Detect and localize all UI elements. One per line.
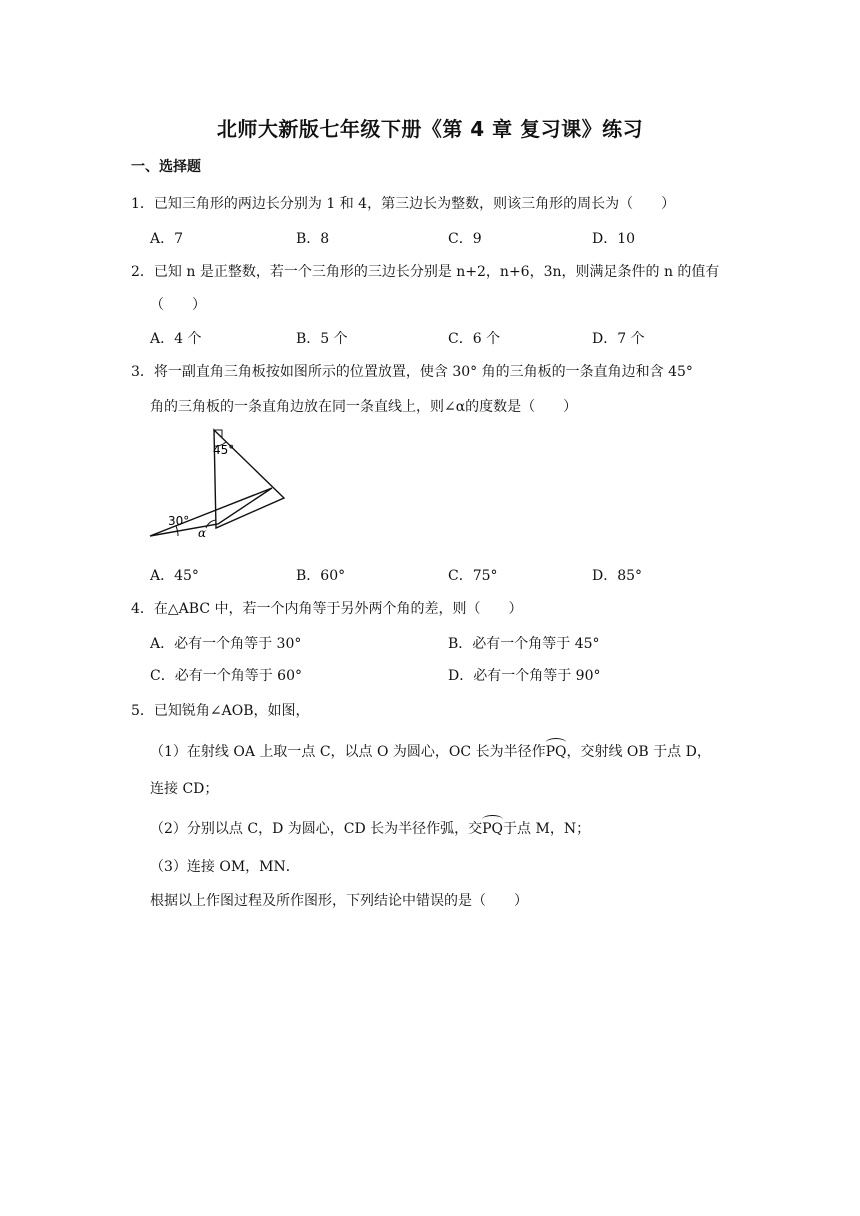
question-4: 4．在△ABC 中，若一个内角等于另外两个角的差，则（ ） [131,601,523,617]
q4-option-b: B．必有一个角等于 45° [448,636,600,652]
question-3: 3．将一副直角三角板按如图所示的位置放置，使含 30° 角的三角板的一条直角边和含 45° [131,364,693,380]
page-title: 北师大新版七年级下册《第 4 章 复习课》练习 [216,117,644,141]
label-30: 30° [168,514,190,528]
question-5: 5．已知锐角∠AOB，如图， [131,703,310,719]
q4-option-a: A．必有一个角等于 30° [150,636,302,652]
question-5-step3: （3）连接 OM，MN． [150,859,300,875]
section-heading: 一、选择题 [131,159,201,175]
q2-option-b: B．5 个 [296,331,348,347]
q1-option-a: A．7 [150,231,184,247]
question-2: 2．已知 n 是正整数，若一个三角形的三边长分别是 n+2，n+6，3n，则满足条件的 n 的值有 [131,264,720,280]
q2-option-c: C．6 个 [448,331,501,347]
arc-pq-1: PQ [545,744,567,760]
q3-option-d: D．85° [592,568,643,584]
q3-option-a: A．45° [150,568,199,584]
question-2-blank: （ ） [150,297,206,313]
question-5-step1-cont: 连接 CD； [150,781,219,797]
arc-pq-2: PQ [482,821,504,837]
q3-option-b: B．60° [296,568,346,584]
question-5-prompt: 根据以上作图过程及所作图形，下列结论中错误的是（ ） [150,893,528,909]
q2-option-d: D．7 个 [592,331,645,347]
triangle-rulers-figure [146,424,288,544]
step1-text-b: ，交射线 OB 于点 D， [566,744,711,760]
question-5-step1 [150,741,711,761]
q4-option-c: C．必有一个角等于 60° [150,668,302,684]
label-45: 45° [213,443,235,457]
q4-option-d: D．必有一个角等于 90° [448,668,601,684]
q1-option-d: D．10 [592,231,636,247]
step1-text-a: （1）在射线 OA 上取一点 C，以点 O 为圆心，OC 长为半径作 [150,744,546,760]
step2-text-b: 于点 M，N； [503,821,591,837]
q3-option-c: C．75° [448,568,498,584]
question-5-step2 [150,818,590,838]
question-3-line2: 角的三角板的一条直角边放在同一条直线上，则∠α的度数是（ ） [150,399,578,415]
q2-option-a: A．4 个 [150,331,202,347]
q1-option-b: B．8 [296,231,330,247]
step2-text-a: （2）分别以点 C，D 为圆心，CD 长为半径作弧，交 [150,821,483,837]
label-alpha: α [198,526,207,540]
question-1: 1．已知三角形的两边长分别为 1 和 4，第三边长为整数，则该三角形的周长为（ ） [131,196,676,212]
q1-option-c: C．9 [448,231,482,247]
